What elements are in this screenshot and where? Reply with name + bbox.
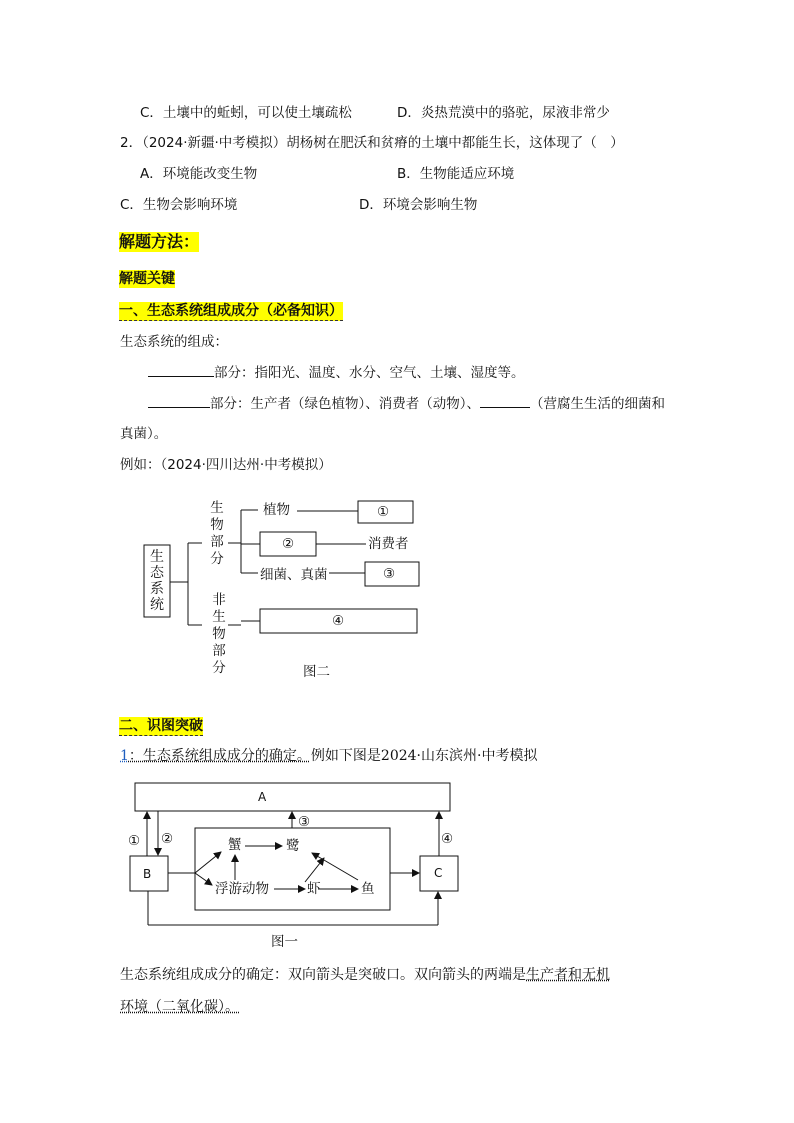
part2-subheading-tail: 例如下图是2024·山东滨州·中考模拟 [310, 748, 538, 764]
crab-label: 蟹 [228, 837, 242, 853]
option-b-q2: B．生物能适应环境 [397, 166, 515, 182]
bio-part-label: 生物部分 [210, 500, 224, 567]
option-c-q2: C．生物会影响环境 [120, 197, 238, 213]
arrow-2-label: ② [161, 831, 174, 847]
box-c-label: C [434, 866, 443, 880]
box-1-label: ① [377, 504, 390, 520]
arrow-4-label: ④ [441, 831, 454, 847]
section-key-heading: 解题关键 [119, 271, 175, 287]
option-a-q2: A．环境能改变生物 [140, 166, 258, 182]
bacteria-label: 细菌、真菌 [260, 567, 328, 583]
nonbio-part-label: 非生物部分 [212, 592, 226, 676]
option-d-q1: D．炎热荒漠中的骆驼，尿液非常少 [397, 105, 610, 121]
fish-label: 鱼 [361, 881, 375, 897]
conclusion-line-2: 环境（二氧化碳）。 [120, 999, 239, 1015]
box-4-label: ④ [332, 613, 345, 629]
diagram1-caption: 图一 [271, 934, 298, 950]
box-a-label: A [258, 790, 267, 804]
heron-label: 鹭 [286, 838, 300, 854]
nonbio-line-text: 部分：指阳光、温度、水分、空气、土壤、湿度等。 [214, 365, 525, 381]
bio-line-cont: 真菌）。 [120, 426, 168, 442]
diagram2-caption: 图二 [303, 664, 330, 680]
part2-subheading-num: 1 [120, 748, 129, 764]
part1-heading: 一、生态系统组成成分（必备知识） [119, 303, 343, 319]
option-c-q1: C．土壤中的蚯蚓，可以使土壤疏松 [140, 105, 352, 121]
consumer-label: 消费者 [368, 536, 409, 552]
question-2-stem: 2．（2024·新疆·中考模拟）胡杨树在肥沃和贫瘠的土壤中都能生长，这体现了（ ） [120, 135, 624, 151]
plant-label: 植物 [263, 502, 290, 518]
conclusion-part-a: 生态系统组成成分的确定： [120, 967, 288, 983]
section-method-heading: 解题方法： [119, 232, 200, 251]
shrimp-label: 虾 [307, 881, 321, 897]
arrow-3-label: ③ [298, 814, 311, 830]
box-2-label: ② [282, 536, 295, 552]
arrow-1-label: ① [128, 833, 141, 849]
bio-line-text-b: （营腐生生活的细菌和 [530, 396, 665, 412]
conclusion-line-1 [120, 966, 610, 984]
box-a [135, 783, 450, 811]
conclusion-part-c: 生产者和无机 [526, 967, 610, 983]
bio-line-text-a: 部分：生产者（绿色植物）、消费者（动物）、 [210, 396, 480, 412]
plankton-label: 浮游动物 [215, 881, 269, 897]
box-b-label: B [143, 867, 152, 881]
composition-intro: 生态系统的组成： [120, 334, 228, 350]
box-3-label: ③ [383, 566, 396, 582]
part2-heading: 二、识图突破 [119, 718, 203, 734]
root-label: 生态系统 [150, 549, 164, 613]
conclusion-part-b: 双向箭头是突破口。双向箭头的两端是 [288, 967, 526, 983]
part2-subheading-text: ：生态系统组成成分的确定。 [128, 748, 311, 764]
option-d-q2: D．环境会影响生物 [359, 197, 478, 213]
example-source: 例如：（2024·四川达州·中考模拟） [120, 457, 332, 473]
